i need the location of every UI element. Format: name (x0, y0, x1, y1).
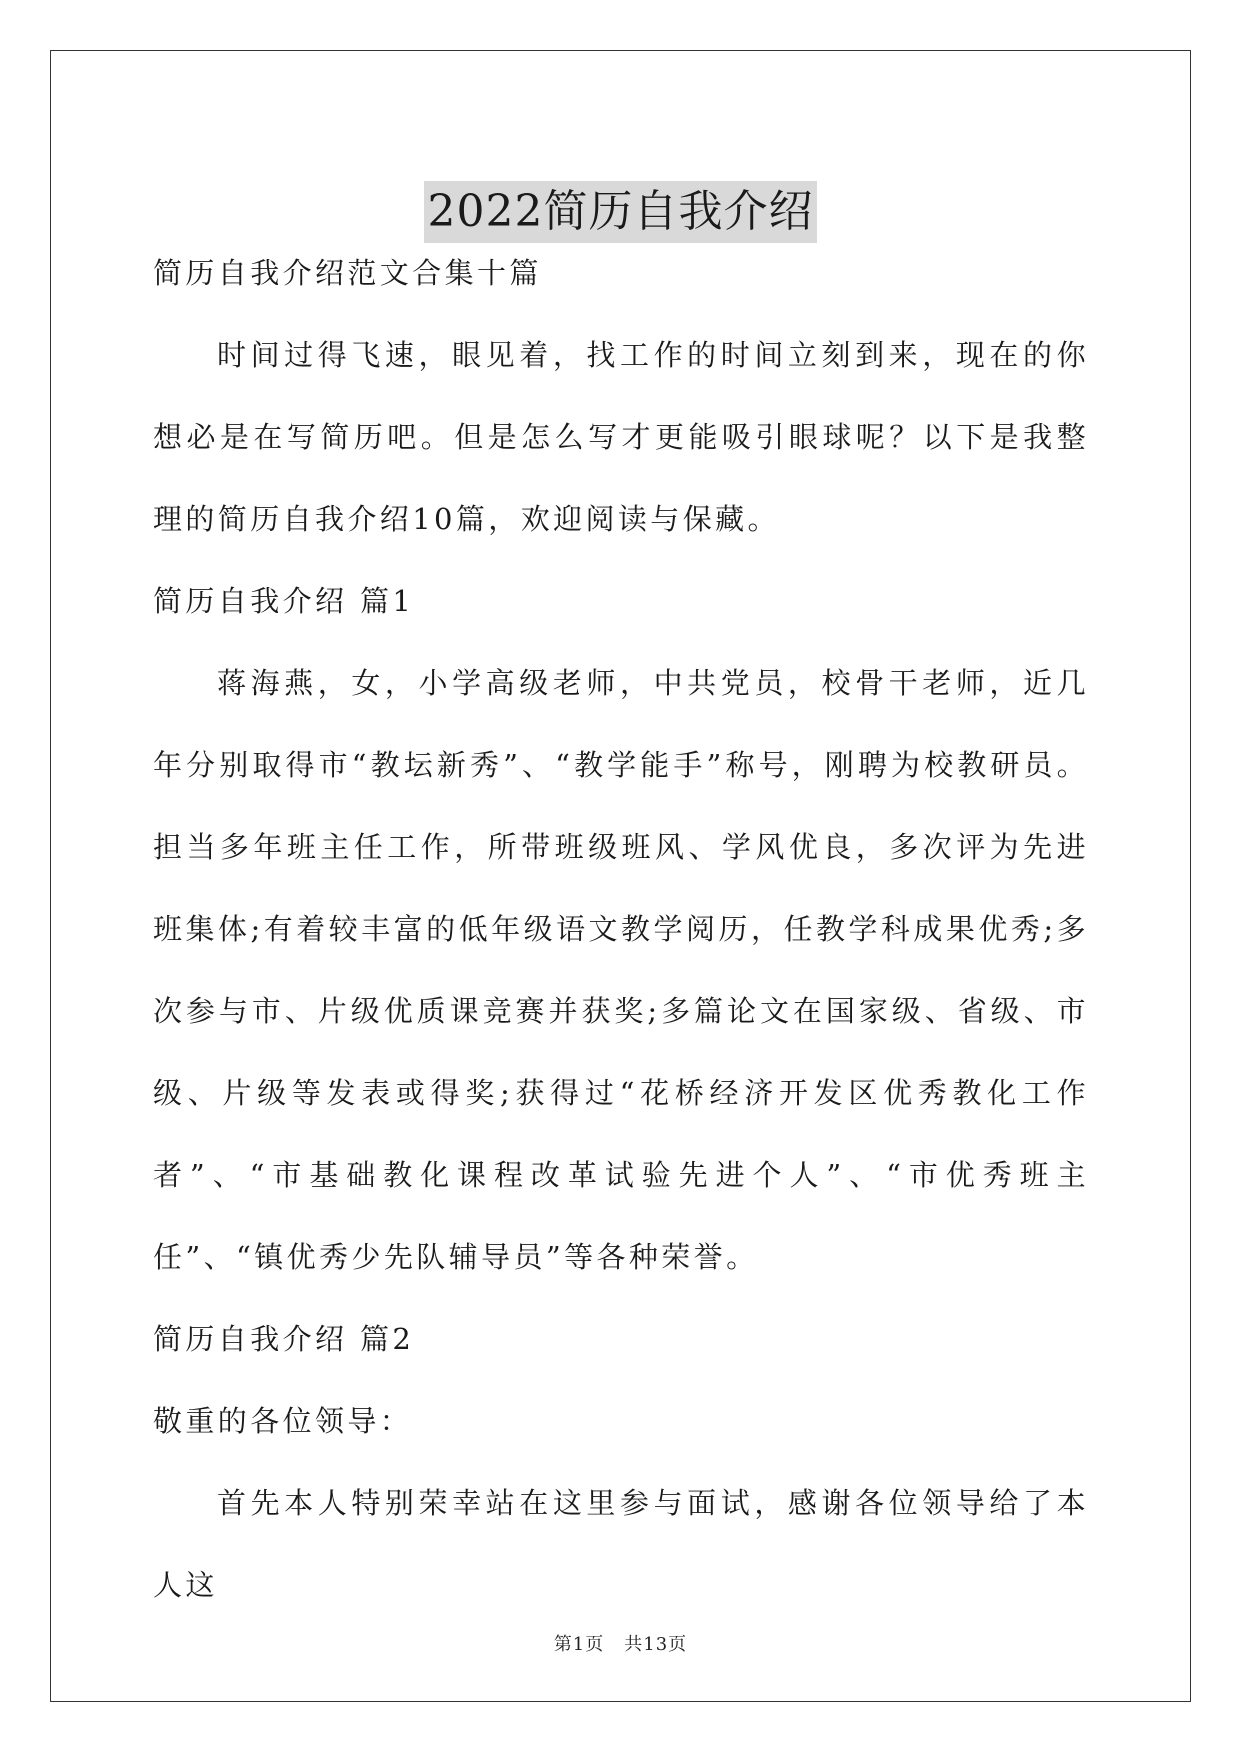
section-heading-1: 简历自我介绍 篇1 (153, 584, 415, 618)
paragraph-subtitle: 简历自我介绍范文合集十篇 (153, 256, 542, 290)
paragraph-section-1: 蒋海燕，女，小学高级老师，中共党员，校骨干老师，近几年分别取得市“教坛新秀”、“教学能手”称号，刚聘为校教研员。担当多年班主任工作，所带班级班风、学风优良，多次评为先进班集体;有着较丰富的低年级语文教学阅历，任教学科成果优秀;多次参与市、片级优质课竞赛并获奖;多篇论文在国家级、省级、市级、片级等发表或得奖;获得过“花桥经济开发区优秀教化工作者”、“市基础教化课程改革试验先进个人”、“市优秀班主任”、“镇优秀少先队辅导员”等各种荣誉。 (153, 666, 1089, 1274)
page-footer (0, 1630, 1241, 1656)
paragraph-section-2: 首先本人特别荣幸站在这里参与面试，感谢各位领导给了本人这 (153, 1486, 1089, 1602)
page-number: 第1页 (553, 1634, 605, 1655)
paragraph-salutation: 敬重的各位领导： (153, 1404, 413, 1438)
document-body (153, 232, 1089, 1626)
section-heading-2: 简历自我介绍 篇2 (153, 1322, 415, 1356)
document-title: 2022简历自我介绍 (424, 181, 818, 243)
paragraph-intro: 时间过得飞速，眼见着，找工作的时间立刻到来，现在的你想必是在写简历吧。但是怎么写才更能吸引眼球呢？以下是我整理的简历自我介绍10篇，欢迎阅读与保藏。 (153, 338, 1089, 536)
page-total: 共13页 (624, 1634, 688, 1655)
